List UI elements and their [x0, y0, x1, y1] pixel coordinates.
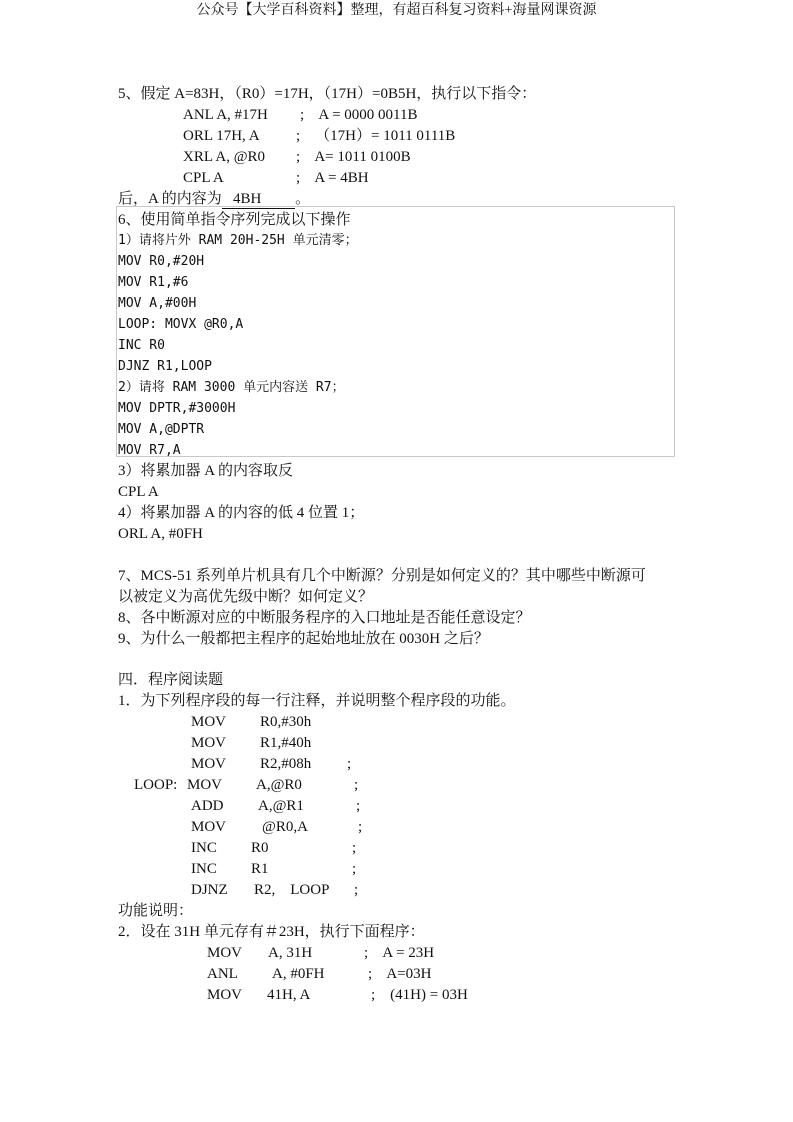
p1-semicolon: ; — [358, 819, 363, 835]
q7-line: 7、MCS-51 系列单片机具有几个中断源？分别是如何定义的？其中哪些中断源可 — [118, 568, 646, 584]
p1-op: ADD — [191, 798, 224, 814]
q5-intro: 5、假定 A=83H，（R0）=17H，（17H）=0B5H，执行以下指令： — [118, 86, 537, 102]
q6-after-line: CPL A — [118, 484, 159, 500]
section-title: 四．程序阅读题 — [118, 672, 224, 688]
q6-after-line: ORL A, #0FH — [118, 526, 203, 542]
p1-arg: @R0,A — [262, 819, 308, 835]
p2-comment: ; A=03H — [368, 966, 432, 982]
p2-comment: ; A = 23H — [364, 945, 435, 961]
p1-op: DJNZ — [191, 882, 228, 898]
q5-comment: ; A = 0000 0011B — [300, 107, 418, 123]
q6-line: DJNZ R1,LOOP — [118, 359, 212, 374]
q6-line: MOV R0,#20H — [118, 254, 205, 269]
q6-title: 6、使用简单指令序列完成以下操作 — [118, 212, 351, 228]
p1-op: MOV — [191, 735, 227, 751]
q9-text: 9、为什么一般都把主程序的起始地址放在 0030H 之后？ — [118, 631, 489, 647]
q5-instr: ANL A, #17H — [183, 107, 268, 123]
page-header: 公众号【大学百科资料】整理，有超百科复习资料+海量网课资源 — [196, 3, 597, 18]
p1-arg: R0,#30h — [260, 714, 312, 730]
p1-intro: 1．为下列程序段的每一行注释，并说明整个程序段的功能。 — [118, 693, 516, 709]
q5-answer-blank: 4BH — [221, 191, 296, 207]
q6-line: MOV A,#00H — [118, 296, 197, 311]
q6-line: MOV DPTR,#3000H — [118, 401, 236, 416]
p2-arg: A, #0FH — [272, 966, 325, 982]
p1-semicolon: ; — [352, 861, 357, 877]
p1-semicolon: ; — [354, 777, 359, 793]
q6-line: MOV R1,#6 — [118, 275, 189, 290]
p2-intro: 2．设在 31H 单元存有＃23H，执行下面程序： — [118, 924, 425, 940]
q5-comment: ; A= 1011 0100B — [296, 149, 411, 165]
q6-line: INC R0 — [118, 338, 165, 353]
p1-semicolon: ; — [356, 798, 361, 814]
p1-arg: A,@R1 — [258, 798, 304, 814]
p1-op: INC — [191, 861, 217, 877]
q6-after-line: 3）将累加器 A 的内容取反 — [118, 463, 294, 479]
q6-line: LOOP: MOVX @R0,A — [118, 317, 244, 332]
q6-line: MOV R7,A — [118, 443, 181, 458]
p1-op: MOV — [191, 714, 227, 730]
q5-comment: ; （17H）= 1011 0111B — [296, 128, 456, 144]
p1-semicolon: ; — [354, 882, 359, 898]
p1-arg: R2, LOOP — [254, 882, 330, 898]
q6-line: 1）请将片外 RAM 20H-25H 单元清零； — [118, 233, 358, 248]
p1-arg: A,@R0 — [256, 777, 302, 793]
q5-instr: XRL A, @R0 — [183, 149, 266, 165]
q8-text: 8、各中断源对应的中断服务程序的入口地址是否能任意设定？ — [118, 610, 531, 626]
p1-arg: R1 — [251, 861, 269, 877]
q5-comment: ; A = 4BH — [296, 170, 369, 186]
p1-arg: R0 — [251, 840, 269, 856]
q6-line: MOV A,@DPTR — [118, 422, 205, 437]
p1-op: MOV — [191, 756, 227, 772]
p2-arg: A, 31H — [268, 945, 313, 961]
q5-answer-suffix: 。 — [295, 191, 311, 207]
p1-semicolon: ; — [347, 756, 352, 772]
q6-line: 2）请将 RAM 3000 单元内容送 R7； — [118, 380, 345, 395]
q5-answer-prefix: 后，A 的内容为 — [118, 191, 222, 207]
p1-label: LOOP: — [134, 777, 178, 793]
p2-op: MOV — [207, 945, 243, 961]
q5-instr: CPL A — [183, 170, 224, 186]
p2-arg: 41H, A — [267, 987, 311, 1003]
p1-op: INC — [191, 840, 217, 856]
p2-op: MOV — [207, 987, 243, 1003]
p1-arg: R1,#40h — [260, 735, 312, 751]
p2-comment: ; (41H) = 03H — [371, 987, 468, 1003]
p1-op: MOV — [191, 819, 227, 835]
p2-op: ANL — [207, 966, 238, 982]
p1-arg: R2,#08h — [260, 756, 312, 772]
q6-after-line: 4）将累加器 A 的内容的低 4 位置 1； — [118, 505, 365, 521]
p1-function-label: 功能说明： — [118, 903, 194, 919]
p1-semicolon: ; — [352, 840, 357, 856]
q7-line: 以被定义为高优先级中断？如何定义？ — [118, 589, 374, 605]
p1-op: MOV — [187, 777, 223, 793]
q5-instr: ORL 17H, A — [183, 128, 260, 144]
